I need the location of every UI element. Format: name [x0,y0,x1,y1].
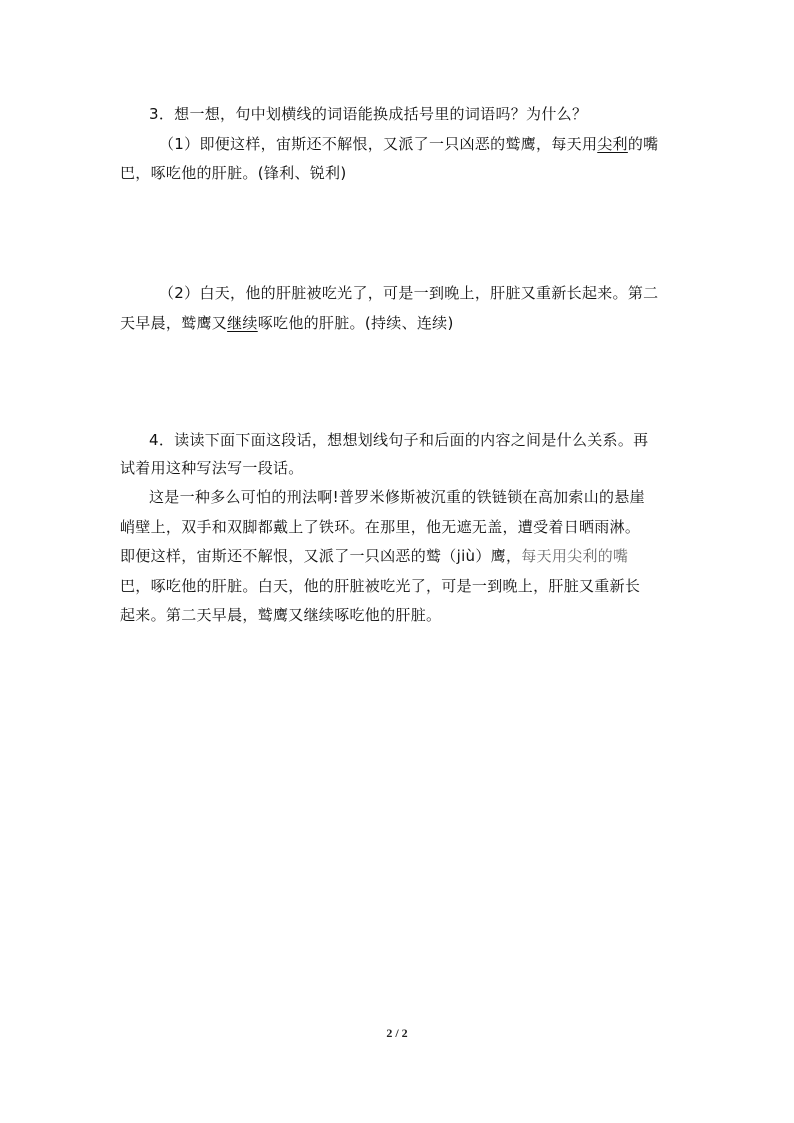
question-3-sentence-2-line-2 [120,313,454,333]
question-4-title-line-1: 4．读读下面下面这段话，想想划线句子和后面的内容之间是什么关系。再 [149,431,649,449]
question-4-title-line-2: 试着用这种写法写一段话。 [120,459,304,477]
passage-line-2: 峭壁上，双手和双脚都戴上了铁环。在那里，他无遮无盖，遭受着日晒雨淋。 [120,518,641,536]
q3-s1-text-b: 的嘴 [627,135,659,153]
q3-s1-text-a: （1）即便这样，宙斯还不解恨，又派了一只凶恶的鹫鹰，每天用 [159,135,598,153]
question-3-sentence-2-line-1: （2）白天，他的肝脏被吃光了，可是一到晚上，肝脏又重新长起来。第二 [159,284,659,302]
underlined-word-jixu: 继续 [227,314,258,332]
question-3-title: 3．想一想，句中划横线的词语能换成括号里的词语吗？为什么？ [149,105,588,123]
q3-s2-text-b: 啄吃他的肝脏。(持续、连续) [257,314,454,332]
underlined-word-jianli: 尖利 [597,135,628,153]
question-3-sentence-1-line-2: 巴，啄吃他的肝脏。(锋利、锐利) [120,164,347,182]
passage-line-5: 起来。第二天早晨，鹫鹰又继续啄吃他的肝脏。 [120,606,442,624]
question-3-sentence-1-line-1 [159,134,658,154]
page-number: 2 / 2 [386,1026,408,1040]
passage-line-1: 这是一种多么可怕的刑法啊!普罗米修斯被沉重的铁链锁在高加索山的悬崖 [149,488,645,506]
passage-line-3 [120,546,628,566]
q3-s2-text-a: 天早晨，鹫鹰又 [120,314,228,332]
passage-line-3-a: 即便这样，宙斯还不解恨，又派了一只凶恶的鹫（jiù）鹰， [120,547,522,565]
passage-line-3-b: 每天用尖利的嘴 [521,547,629,565]
passage-line-4: 巴，啄吃他的肝脏。白天，他的肝脏被吃光了，可是一到晚上，肝脏又重新长 [120,577,641,595]
